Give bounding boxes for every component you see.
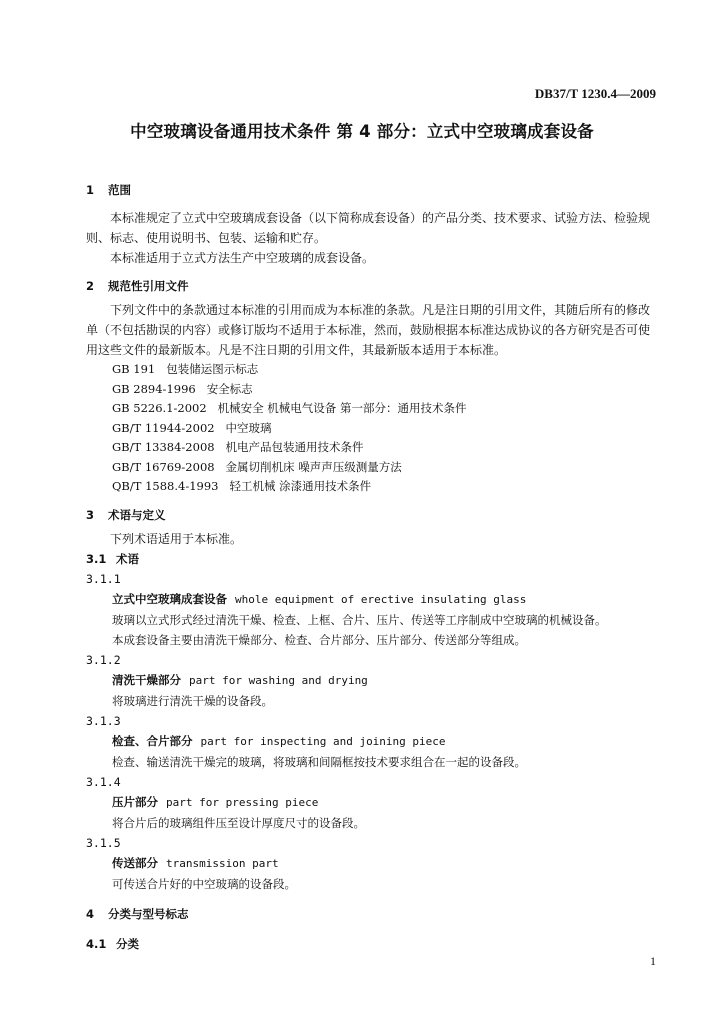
term-english: part for washing and drying [189,673,368,687]
term-english: transmission part [166,856,279,870]
reference-list [86,360,658,497]
section-heading-1 [86,182,658,198]
ref-name: 机电产品包装通用技术条件 [225,440,364,454]
section-title: 规范性引用文件 [108,279,189,293]
subsection-title: 术语 [116,551,139,566]
section-title: 分类与型号标志 [108,906,189,921]
reference-item [86,419,658,439]
reference-item [86,399,658,419]
term-content [86,589,658,650]
section-number: 3 [86,507,95,522]
term-content [86,670,658,711]
term-definition: 玻璃以立式形式经过清洗干燥、检查、上框、合片、压片、传送等工序制成中空玻璃的机械设备。 [112,612,607,627]
subsection-number: 4.1 [86,936,107,951]
term-entry [86,569,658,650]
section-heading-3 [86,507,658,523]
term-name: 压片部分 [112,794,158,809]
term-entry [86,711,658,772]
ref-code: GB/T 11944-2002 [112,420,215,435]
paragraph: 本标准规定了立式中空玻璃成套设备（以下简称成套设备）的产品分类、技术要求、试验方法、检验规则、标志、使用说明书、包装、运输和贮存。 [86,211,651,245]
term-number: 3.1.4 [86,774,121,789]
ref-code: GB/T 16769-2008 [112,459,215,474]
ref-name: 包装储运图示标志 [166,362,259,376]
term-name: 立式中空玻璃成套设备 [112,591,227,606]
subsection-heading-4-1 [86,936,658,952]
ref-code: GB/T 13384-2008 [112,440,215,454]
ref-code: GB 5226.1-2002 [112,401,207,415]
term-definition: 将合片后的玻璃组件压至设计厚度尺寸的设备段。 [112,815,365,830]
ref-name: 安全标志 [206,381,253,396]
term-name: 检查、合片部分 [112,733,193,748]
term-name: 传送部分 [112,855,158,870]
term-english: part for pressing piece [166,795,319,809]
term-english: part for inspecting and joining piece [200,734,446,748]
ref-name: 轻工机械 涂漆通用技术条件 [229,479,372,493]
paragraph: 下列文件中的条款通过本标准的引用而成为本标准的条款。凡是注日期的引用文件，其随后所有的修改单（不包括勘误的内容）或修订版均不适用于本标准，然而，鼓励根据本标准达成协议的各方研究是否可使用这些文件的最新版本。凡是不注日期的引用文件，其最新版本适用于本标准。 [86,303,651,357]
reference-item [86,380,658,400]
subsection-number: 3.1 [86,551,107,566]
term-number: 3.1.2 [86,652,121,667]
term-content [86,853,658,894]
reference-item [86,360,658,380]
term-english: whole equipment of erective insulating glass [235,592,527,606]
document-title: 中空玻璃设备通用技术条件 第 4 部分：立式中空玻璃成套设备 [130,122,594,141]
reference-item [86,477,658,497]
term-entry [86,833,658,894]
term-definition: 将玻璃进行清洗干燥的设备段。 [112,693,273,708]
subsection-heading-3-1 [86,549,658,569]
reference-item [86,438,658,458]
paragraph: 下列术语适用于本标准。 [110,531,243,546]
section-title: 术语与定义 [108,507,166,522]
ref-code: GB 191 [112,362,156,376]
term-definition: 本成套设备主要由清洗干燥部分、检查、合片部分、压片部分、传送部分等组成。 [112,632,526,647]
ref-name: 中空玻璃 [225,420,272,435]
document-body [86,182,658,952]
section-title: 范围 [108,183,131,197]
ref-code: QB/T 1588.4-1993 [112,479,219,493]
term-number: 3.1.3 [86,713,121,728]
ref-code: GB 2894-1996 [112,381,196,396]
term-number: 3.1.1 [86,571,121,586]
subsection-title: 分类 [116,936,139,951]
page-number: 1 [650,954,656,968]
section-heading-2 [86,278,658,294]
paragraph: 本标准适用于立式方法生产中空玻璃的成套设备。 [110,251,375,265]
term-content [86,792,658,833]
term-number: 3.1.5 [86,835,121,850]
section-number: 4 [86,906,95,921]
term-definition: 检查、输送清洗干燥完的玻璃，将玻璃和间隔框按技术要求组合在一起的设备段。 [112,754,526,769]
ref-name: 金属切削机床 噪声声压级测量方法 [225,459,402,474]
term-content [86,731,658,772]
term-definition: 可传送合片好的中空玻璃的设备段。 [112,876,296,891]
reference-item [86,458,658,478]
term-name: 清洗干燥部分 [112,672,181,687]
section-heading-4 [86,906,658,922]
section-number: 1 [86,183,95,197]
ref-name: 机械安全 机械电气设备 第一部分：通用技术条件 [217,401,467,415]
section-number: 2 [86,279,95,293]
standard-code: DB37/T 1230.4—2009 [534,86,656,101]
term-entry [86,650,658,711]
term-entry [86,772,658,833]
